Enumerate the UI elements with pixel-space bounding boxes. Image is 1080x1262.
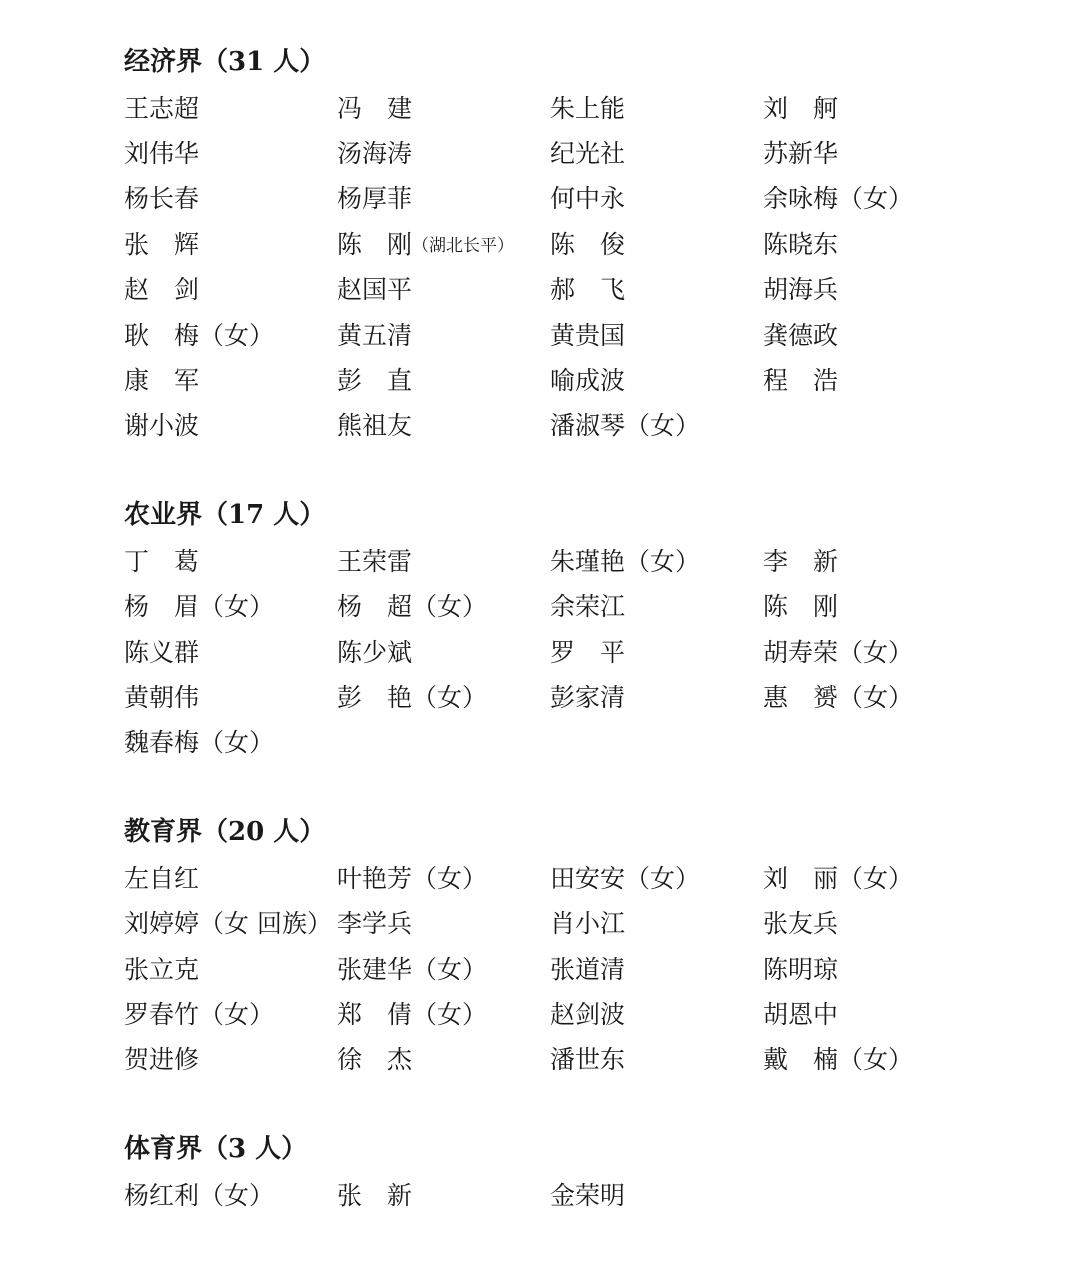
member-name: 纪光社 xyxy=(550,139,626,169)
section-member-count: （20 人） xyxy=(202,817,326,848)
member-row xyxy=(124,628,1024,673)
member-entry xyxy=(124,904,337,940)
member-name: 罗春竹 xyxy=(124,999,200,1029)
sector-section xyxy=(124,810,1024,1081)
member-entry xyxy=(337,859,550,895)
section-member-count: （17 人） xyxy=(202,500,326,531)
member-entry xyxy=(763,859,976,895)
member-name: 杨厚菲 xyxy=(337,184,413,214)
member-row xyxy=(124,84,1024,129)
member-entry xyxy=(124,361,337,397)
sector-section xyxy=(124,1127,1024,1216)
member-row xyxy=(124,537,1024,582)
member-entry xyxy=(337,950,550,986)
member-name: 杨红利 xyxy=(124,1180,200,1210)
member-note: （女） xyxy=(838,184,914,214)
member-name: 何中永 xyxy=(550,184,626,214)
member-name: 李 新 xyxy=(763,546,839,576)
member-name: 黄朝伟 xyxy=(124,682,200,712)
member-name: 喻成波 xyxy=(550,366,626,396)
member-name: 杨 超 xyxy=(337,592,413,622)
member-name: 王荣雷 xyxy=(337,546,413,576)
member-name: 陈 刚 xyxy=(763,592,839,622)
member-entry xyxy=(763,134,976,170)
section-title-text: 教育界 xyxy=(124,817,203,848)
member-entry xyxy=(337,904,550,940)
member-entry xyxy=(124,678,337,714)
section-title xyxy=(124,493,1024,537)
member-name: 李学兵 xyxy=(337,909,413,939)
member-name: 胡寿荣 xyxy=(763,637,839,667)
section-title xyxy=(124,40,1024,84)
member-name: 冯 建 xyxy=(337,93,413,123)
member-entry xyxy=(763,633,976,669)
member-name: 彭家清 xyxy=(550,682,626,712)
member-row xyxy=(124,1171,1024,1216)
member-note: （女） xyxy=(412,954,488,984)
member-entry xyxy=(763,678,976,714)
member-entry xyxy=(124,1040,337,1076)
member-name: 张 新 xyxy=(337,1180,413,1210)
member-name: 刘伟华 xyxy=(124,139,200,169)
member-name: 贺进修 xyxy=(124,1045,200,1075)
member-name: 康 军 xyxy=(124,366,200,396)
member-entry xyxy=(550,179,763,215)
member-entry xyxy=(763,1040,976,1076)
member-name: 陈少斌 xyxy=(337,637,413,667)
member-row xyxy=(124,1036,1024,1081)
member-entry xyxy=(763,361,976,397)
member-entry xyxy=(763,995,976,1031)
member-entry xyxy=(337,316,550,352)
member-entry xyxy=(550,316,763,352)
member-name: 张立克 xyxy=(124,954,200,984)
member-row xyxy=(124,266,1024,311)
member-name: 郝 飞 xyxy=(550,275,626,305)
member-name: 谢小波 xyxy=(124,411,200,441)
member-row xyxy=(124,945,1024,990)
member-name: 陈晓东 xyxy=(763,229,839,259)
member-name: 惠 赟 xyxy=(763,682,839,712)
member-name: 赵剑波 xyxy=(550,999,626,1029)
member-name: 罗 平 xyxy=(550,637,626,667)
member-name: 张 辉 xyxy=(124,229,200,259)
member-row xyxy=(124,990,1024,1035)
member-entry xyxy=(550,587,763,623)
member-name: 田安安 xyxy=(550,863,626,893)
member-entry xyxy=(124,950,337,986)
member-row xyxy=(124,175,1024,220)
member-name: 汤海涛 xyxy=(337,139,413,169)
member-name: 陈义群 xyxy=(124,637,200,667)
member-entry xyxy=(763,225,976,261)
member-entry xyxy=(337,361,550,397)
section-title-text: 经济界 xyxy=(124,47,203,77)
member-name: 彭 直 xyxy=(337,366,413,396)
member-note: （女） xyxy=(199,728,275,758)
member-name: 徐 杰 xyxy=(337,1045,413,1075)
member-entry xyxy=(550,633,763,669)
member-entry xyxy=(550,406,763,442)
member-name: 丁 葛 xyxy=(124,546,200,576)
sector-section xyxy=(124,493,1024,764)
member-name: 刘婷婷 xyxy=(124,909,200,939)
member-name: 赵国平 xyxy=(337,275,413,305)
member-name: 朱上能 xyxy=(550,93,626,123)
member-row xyxy=(124,583,1024,628)
member-entry xyxy=(550,89,763,125)
member-list-document xyxy=(124,40,1024,1262)
member-name: 肖小江 xyxy=(550,909,626,939)
member-entry xyxy=(124,316,337,352)
member-entry xyxy=(763,950,976,986)
member-entry xyxy=(124,542,337,578)
member-entry xyxy=(550,950,763,986)
member-note: （女） xyxy=(412,999,488,1029)
member-entry xyxy=(337,995,550,1031)
member-note: （女） xyxy=(838,1045,914,1075)
member-name: 潘淑琴 xyxy=(550,411,626,441)
member-name: 陈明琼 xyxy=(763,954,839,984)
member-name: 刘 舸 xyxy=(763,93,839,123)
member-entry xyxy=(124,134,337,170)
section-title xyxy=(124,810,1024,854)
member-entry xyxy=(550,542,763,578)
member-name: 朱瑾艳 xyxy=(550,546,626,576)
member-row xyxy=(124,899,1024,944)
member-row xyxy=(124,356,1024,401)
member-name: 左自红 xyxy=(124,863,200,893)
member-name: 戴 楠 xyxy=(763,1045,839,1075)
member-note: （女） xyxy=(838,682,914,712)
member-row xyxy=(124,311,1024,356)
member-entry xyxy=(550,678,763,714)
member-name: 胡恩中 xyxy=(763,999,839,1029)
member-entry xyxy=(124,225,337,261)
member-entry xyxy=(763,179,976,215)
member-note: （女） xyxy=(199,999,275,1029)
member-entry xyxy=(337,406,550,442)
member-entry xyxy=(337,89,550,125)
member-note: （女） xyxy=(199,320,275,350)
member-name: 耿 梅 xyxy=(124,320,200,350)
member-entry xyxy=(337,1176,550,1212)
member-note: （女 回族） xyxy=(199,909,332,939)
member-entry xyxy=(763,904,976,940)
member-note: （女） xyxy=(625,411,701,441)
member-entry xyxy=(124,995,337,1031)
member-entry xyxy=(124,406,337,442)
member-row xyxy=(124,220,1024,265)
member-name: 熊祖友 xyxy=(337,411,413,441)
member-entry xyxy=(550,1040,763,1076)
section-title-text: 体育界 xyxy=(124,1134,203,1165)
member-entry xyxy=(124,859,337,895)
sector-section xyxy=(124,40,1024,447)
member-name: 胡海兵 xyxy=(763,275,839,305)
member-row xyxy=(124,719,1024,764)
member-name: 陈 刚 xyxy=(337,229,413,259)
member-name: 杨 眉 xyxy=(124,592,200,622)
member-entry xyxy=(550,859,763,895)
member-entry xyxy=(550,134,763,170)
section-member-count: （3 人） xyxy=(202,1134,308,1165)
member-entry xyxy=(337,225,550,261)
member-note: （女） xyxy=(838,637,914,667)
member-entry xyxy=(763,270,976,306)
member-note: （女） xyxy=(838,863,914,893)
member-entry xyxy=(124,633,337,669)
member-name: 张友兵 xyxy=(763,909,839,939)
member-name: 黄贵国 xyxy=(550,320,626,350)
member-entry xyxy=(763,587,976,623)
member-entry xyxy=(337,134,550,170)
member-row xyxy=(124,673,1024,718)
member-name: 王志超 xyxy=(124,93,200,123)
member-name: 张道清 xyxy=(550,954,626,984)
member-entry xyxy=(550,270,763,306)
member-note: （女） xyxy=(199,1180,275,1210)
section-title xyxy=(124,1127,1024,1171)
member-entry xyxy=(124,723,337,759)
member-entry xyxy=(550,904,763,940)
member-row xyxy=(124,854,1024,899)
member-entry xyxy=(550,361,763,397)
member-name: 金荣明 xyxy=(550,1180,626,1210)
member-entry xyxy=(337,587,550,623)
member-name: 魏春梅 xyxy=(124,728,200,758)
member-entry xyxy=(550,225,763,261)
member-entry xyxy=(337,542,550,578)
member-name: 黄五清 xyxy=(337,320,413,350)
member-note: （湖北长平） xyxy=(412,235,515,256)
member-name: 苏新华 xyxy=(763,139,839,169)
member-name: 刘 丽 xyxy=(763,863,839,893)
member-name: 陈 俊 xyxy=(550,229,626,259)
member-note: （女） xyxy=(412,592,488,622)
member-entry xyxy=(124,270,337,306)
member-entry xyxy=(124,587,337,623)
member-entry xyxy=(763,542,976,578)
member-name: 叶艳芳 xyxy=(337,863,413,893)
member-entry xyxy=(763,316,976,352)
section-member-count: （31 人） xyxy=(202,47,326,77)
member-name: 龚德政 xyxy=(763,320,839,350)
member-entry xyxy=(337,270,550,306)
member-entry xyxy=(550,995,763,1031)
member-entry xyxy=(337,1040,550,1076)
member-name: 彭 艳 xyxy=(337,682,413,712)
member-entry xyxy=(337,678,550,714)
member-row xyxy=(124,129,1024,174)
member-note: （女） xyxy=(625,863,701,893)
member-entry xyxy=(550,1176,763,1212)
member-entry xyxy=(124,179,337,215)
member-name: 余咏梅 xyxy=(763,184,839,214)
member-entry xyxy=(337,179,550,215)
member-name: 赵 剑 xyxy=(124,275,200,305)
member-name: 张建华 xyxy=(337,954,413,984)
member-note: （女） xyxy=(625,546,701,576)
member-name: 程 浩 xyxy=(763,366,839,396)
member-entry xyxy=(124,89,337,125)
member-name: 杨长春 xyxy=(124,184,200,214)
member-name: 郑 倩 xyxy=(337,999,413,1029)
member-note: （女） xyxy=(412,863,488,893)
member-entry xyxy=(124,1176,337,1212)
member-name: 潘世东 xyxy=(550,1045,626,1075)
member-note: （女） xyxy=(199,592,275,622)
section-title-text: 农业界 xyxy=(124,500,203,531)
member-row xyxy=(124,402,1024,447)
member-entry xyxy=(337,633,550,669)
member-note: （女） xyxy=(412,682,488,712)
member-entry xyxy=(763,89,976,125)
member-name: 余荣江 xyxy=(550,592,626,622)
